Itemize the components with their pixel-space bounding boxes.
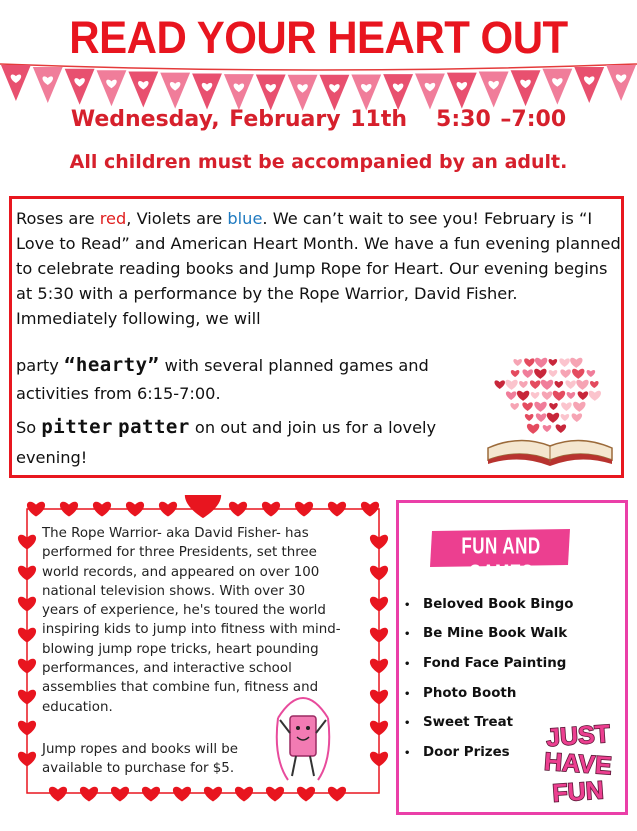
small-heart-icon: [541, 380, 553, 390]
small-heart-icon: [534, 369, 546, 379]
small-heart-icon: [561, 402, 572, 411]
bunting-flag: [224, 74, 254, 110]
party-line: party “hearty” with several planned games and: [16, 354, 429, 376]
small-heart-icon: [527, 424, 539, 434]
border-heart-icon: [93, 502, 111, 517]
border-heart-icon: [328, 502, 346, 517]
bunting-flag: [320, 75, 350, 111]
bunting-flag: [479, 72, 509, 108]
bunting-flag: [192, 73, 222, 109]
heart-bunting: [0, 62, 637, 112]
small-heart-icon: [513, 359, 522, 366]
fun-and-games-title: FUN AND GAMES: [461, 533, 541, 586]
small-heart-icon: [506, 391, 517, 400]
small-heart-icon: [572, 413, 583, 422]
small-heart-icon: [570, 358, 582, 368]
game-item-label: Sweet Treat: [423, 715, 514, 730]
small-heart-icon: [549, 359, 558, 366]
bunting-flag: [511, 70, 541, 106]
bunting-flag: [288, 75, 318, 111]
small-heart-icon: [531, 392, 540, 399]
hearty-word: “hearty”: [63, 354, 160, 376]
border-heart-icon: [159, 502, 177, 517]
small-heart-icon: [522, 369, 533, 378]
pitter-line: So pitter patter on out and join us for a lovely: [16, 416, 437, 438]
small-heart-icon: [572, 369, 584, 379]
small-heart-icon: [517, 391, 529, 401]
small-heart-icon: [535, 358, 547, 368]
small-heart-icon: [549, 370, 558, 377]
bullet-icon: •: [404, 600, 411, 611]
bunting-flag: [160, 73, 190, 109]
border-heart-icon: [295, 502, 313, 517]
small-heart-icon: [534, 402, 546, 412]
small-heart-icon: [573, 402, 585, 412]
border-heart-icon: [235, 787, 253, 802]
bunting-flag: [128, 72, 158, 108]
evening-line: evening!: [16, 448, 88, 467]
small-heart-icon: [511, 370, 520, 377]
small-heart-icon: [519, 381, 528, 388]
pitter-word: pitter: [41, 416, 113, 438]
bunting-flag: [351, 75, 381, 111]
bunting-flag: [33, 67, 63, 103]
big-heart-icon: [185, 495, 221, 518]
bullet-icon: •: [404, 748, 411, 759]
sticker-word: FUN: [551, 776, 605, 808]
small-heart-icon: [561, 414, 570, 421]
game-item-label: Beloved Book Bingo: [423, 597, 574, 612]
small-heart-icon: [559, 358, 570, 367]
small-heart-icon: [543, 425, 552, 432]
small-heart-icon: [547, 413, 559, 423]
game-item: [404, 626, 604, 641]
event-date-time: [0, 107, 637, 132]
bunting-flag: [1, 65, 31, 101]
border-heart-icon: [27, 502, 45, 517]
small-heart-icon: [565, 380, 576, 389]
small-heart-icon: [542, 391, 553, 400]
border-heart-icon: [111, 787, 129, 802]
border-heart-icon: [80, 787, 98, 802]
small-heart-icon: [553, 391, 565, 401]
small-heart-icon: [522, 402, 533, 411]
game-item: [404, 686, 604, 701]
border-heart-icon: [361, 502, 379, 517]
bunting-flag: [383, 74, 413, 110]
small-heart-icon: [590, 381, 599, 388]
border-heart-icon: [204, 787, 222, 802]
adult-notice: All children must be accompanied by an adult.: [69, 151, 568, 173]
heart-book-illustration: [480, 350, 620, 468]
bunting-flag: [256, 75, 286, 111]
bunting-flag: [447, 73, 477, 109]
bunting-flag: [415, 73, 445, 109]
bunting-flag: [542, 69, 572, 105]
border-heart-icon: [60, 502, 78, 517]
border-heart-icon: [262, 502, 280, 517]
jump-ropes-note: Jump ropes and books will be available to purchase for $5.: [42, 742, 239, 777]
patter-word: patter: [118, 416, 190, 438]
bullet-icon: •: [404, 718, 411, 729]
bunting-flag: [97, 70, 127, 106]
just-have-fun-sticker: [533, 718, 623, 808]
border-heart-icon: [266, 787, 284, 802]
small-heart-icon: [530, 380, 541, 389]
small-heart-icon: [536, 413, 547, 422]
small-heart-icon: [555, 381, 564, 388]
bullet-icon: •: [404, 689, 411, 700]
small-heart-icon: [578, 391, 589, 400]
small-heart-icon: [524, 358, 535, 367]
small-heart-icon: [556, 424, 567, 433]
bunting-flag: [574, 67, 604, 103]
rope-warrior-description: The Rope Warrior- aka David Fisher- has performed for three Presidents, set three world records, and appeared on over 100 national television shows. With over 30 years of experience, he's toured the world inspiring kids to jump into fitness with mind-blowing jump rope tricks, heart pounding performances, and interactive school assemblies that combine fun, fitness and education.: [42, 526, 341, 715]
small-heart-icon: [576, 380, 588, 390]
blue-word: blue: [227, 209, 263, 228]
small-heart-icon: [549, 403, 558, 410]
border-heart-icon: [328, 787, 346, 802]
event-time: 5:30 –7:00: [436, 107, 567, 132]
sticker-word: HAVE: [543, 747, 613, 781]
small-heart-icon: [494, 380, 505, 389]
bullet-icon: •: [404, 629, 411, 640]
bunting-flag: [65, 69, 95, 105]
border-heart-icon: [126, 502, 144, 517]
border-heart-icon: [173, 787, 191, 802]
small-heart-icon: [525, 414, 534, 421]
border-heart-icon: [142, 787, 160, 802]
border-heart-icon: [297, 787, 315, 802]
game-item: [404, 656, 604, 671]
game-item-label: Be Mine Book Walk: [423, 626, 568, 641]
bullet-icon: •: [404, 659, 411, 670]
small-heart-icon: [589, 391, 601, 401]
red-word: red: [99, 209, 127, 228]
small-heart-icon: [567, 392, 576, 399]
jumping-book-icon: [268, 688, 338, 788]
small-heart-icon: [560, 369, 571, 378]
game-item: [404, 597, 604, 612]
info-paragraph: Roses are red, Violets are blue. We can’t wait to see you! February is “I Love to Read” and American Heart Month. We have a fun evening planned to celebrate reading books and Jump Rope for Heart. Our evening begins at 5:30 with a performance by the Rope Warrior, David Fisher. Immediately following, we will: [16, 209, 621, 328]
game-item-label: Fond Face Painting: [423, 656, 567, 671]
activities-line: activities from 6:15-7:00.: [16, 384, 221, 403]
border-heart-icon: [229, 502, 247, 517]
event-date: Wednesday, February 11th: [70, 107, 408, 132]
border-heart-icon: [49, 787, 67, 802]
small-heart-icon: [505, 380, 517, 390]
game-item-label: Door Prizes: [423, 745, 510, 760]
page-title: READ YOUR HEART OUT: [69, 12, 568, 63]
small-heart-icon: [510, 403, 519, 410]
small-heart-icon: [587, 370, 596, 377]
game-item-label: Photo Booth: [423, 686, 517, 701]
sticker-word: JUST: [545, 719, 611, 753]
bunting-flag: [606, 65, 636, 101]
